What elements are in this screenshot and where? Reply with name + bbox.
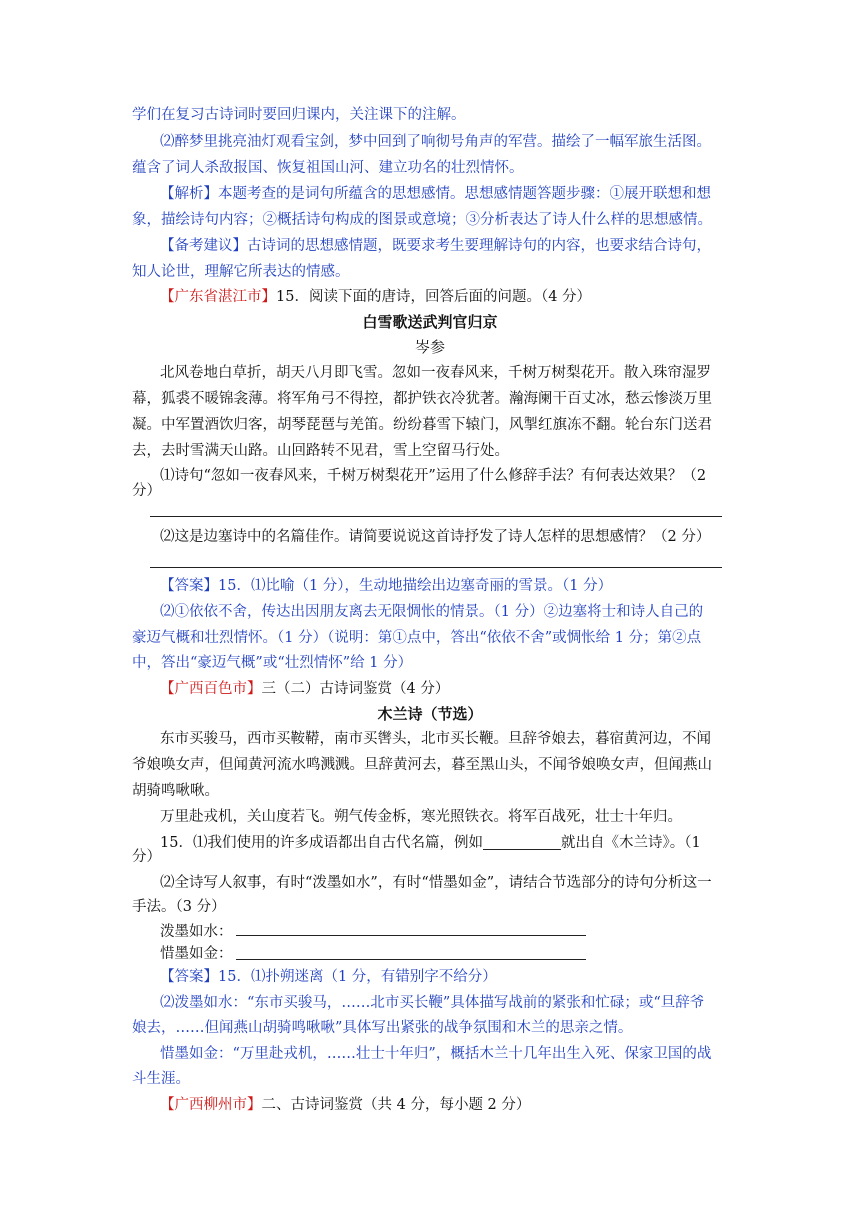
fill-blank[interactable]: [483, 835, 561, 850]
text-line: ⑵醉梦里挑亮油灯观看宝剑，梦中回到了响彻号角声的军营。描绘了一幅军旅生活图。: [160, 134, 711, 150]
text-line: 象，描绘诗句内容；②概括诗句构成的图景或意境；③分析表达了诗人什么样的思想感情。: [132, 212, 712, 228]
question-line: 分）: [132, 849, 161, 865]
question-line: ⑵这是边塞诗中的名篇佳作。请简要说说这首诗抒发了诗人怎样的思想感情？（2 分）: [160, 529, 711, 545]
answer-text: 15．⑴扑朔迷离（1 分，有错别字不给分）: [218, 969, 497, 985]
region-tag: 【广西柳州市】: [160, 1097, 262, 1113]
answer-line-text: 豪迈气概和壮烈情怀。（1 分）（说明：第①点中，答出“依依不舍”或惆怅给 1 分；第②点: [132, 630, 702, 646]
answer-line-text: [160, 575, 612, 597]
poem-line: 爷娘唤女声，但闻黄河流水鸣溅溅。旦辞黄河去，暮至黑山头，不闻爷娘唤女声，但闻燕山: [132, 757, 712, 773]
fill-label: 泼墨如水：: [160, 924, 233, 940]
answer-line-text: 惜墨如金：“万里赴戎机，……壮士十年归”，概括木兰十几年出生入死、保家卫国的战: [160, 1046, 712, 1062]
section-text: 二、古诗词鉴赏（共 4 分，每小题 2 分）: [261, 1097, 531, 1113]
advice-tag: 【备考建议】: [160, 238, 247, 254]
question-line: 手法。（3 分）: [132, 899, 226, 915]
poem-title: 白雪歌送武判官归京: [362, 313, 498, 331]
poem-line: 万里赴戎机，关山度若飞。朔气传金柝，寒光照铁衣。将军百战死，壮士十年归。: [160, 809, 682, 825]
analysis-tag: 【解析】: [160, 186, 218, 202]
answer-line[interactable]: [236, 959, 586, 960]
question-line: [160, 832, 701, 854]
question-line: ⑵全诗写人叙事，有时“泼墨如水”，有时“惜墨如金”，请结合节选部分的诗句分析这一: [160, 875, 712, 891]
section-header: [160, 678, 449, 700]
answer-line[interactable]: [236, 935, 586, 936]
question-header: [160, 286, 591, 308]
question-line: 分）: [132, 483, 161, 499]
region-tag: 【广东省湛江市】: [160, 289, 276, 305]
question-text: 15．阅读下面的唐诗，回答后面的问题。（4 分）: [276, 289, 592, 305]
text-line: 学们在复习古诗词时要回归课内，关注课下的注解。: [132, 107, 466, 123]
answer-tag: 【答案】: [160, 969, 218, 985]
poem-line: 去，去时雪满天山路。山回路转不见君，雪上空留马行处。: [132, 443, 509, 459]
poem-line: 胡骑鸣啾啾。: [132, 783, 219, 799]
answer-line: [150, 516, 722, 517]
poem-author: 岑参: [414, 338, 445, 356]
question-line: ⑴诗句“忽如一夜春风来，千树万树梨花开”运用了什么修辞手法？有何表达效果？（2: [160, 468, 707, 484]
answer-line-text: 斗生涯。: [132, 1071, 190, 1087]
region-tag: 【广西百色市】: [160, 681, 262, 697]
answer-line: [150, 567, 722, 568]
answer-text: 15．⑴比喻（1 分），生动地描绘出边塞奇丽的雪景。（1 分）: [218, 578, 613, 594]
poem-line: 东市买骏马，西市买鞍鞯，南市买辔头，北市买长鞭。旦辞爷娘去，暮宿黄河边，不闻: [160, 731, 711, 747]
poem-line: 凝。中军置酒饮归客，胡琴琵琶与羌笛。纷纷暮雪下辕门，风掣红旗冻不翻。轮台东门送君: [132, 417, 712, 433]
question-text: 就出自《木兰诗》。（1: [560, 835, 701, 851]
text-line: 知人论世，理解它所表达的情感。: [132, 264, 350, 280]
question-text: 15．⑴我们使用的许多成语都出自古代名篇，例如: [160, 835, 483, 851]
poem-line: 北风卷地白草折，胡天八月即飞雪。忽如一夜春风来，千树万树梨花开。散入珠帘湿罗: [160, 365, 711, 381]
advice-line: [160, 235, 711, 257]
answer-tag: 【答案】: [160, 578, 218, 594]
answer-line-text: 中，答出“豪迈气概”或“壮烈情怀”给 1 分）: [132, 655, 413, 671]
analysis-text: 本题考查的是词句所蕴含的思想感情。思想感情题答题步骤：①展开联想和想: [218, 186, 711, 202]
poem-line: 幕，狐裘不暖锦衾薄。将军角弓不得控，都护铁衣冷犹著。瀚海阑干百丈冰，愁云惨淡万里: [132, 391, 712, 407]
poem-title: 木兰诗（节选）: [377, 705, 483, 723]
section-header: [160, 1094, 530, 1116]
text-line: 蕴含了词人杀敌报国、恢复祖国山河、建立功名的壮烈情怀。: [132, 160, 524, 176]
analysis-line: [160, 183, 711, 205]
answer-line-text: [160, 966, 497, 988]
section-text: 三（二）古诗词鉴赏（4 分）: [261, 681, 450, 697]
fill-label: 惜墨如金：: [160, 946, 233, 962]
answer-line-text: ⑵泼墨如水：“东市买骏马，……北市买长鞭”具体描写战前的紧张和忙碌；或“旦辞爷: [160, 995, 705, 1011]
advice-text: 古诗词的思想感情题，既要求考生要理解诗句的内容，也要求结合诗句，: [247, 238, 711, 254]
answer-line-text: 娘去，……但闻燕山胡骑鸣啾啾”具体写出紧张的战争氛围和木兰的思亲之情。: [132, 1020, 633, 1036]
answer-line-text: ⑵①依依不舍，传达出因朋友离去无限惆怅的情景。（1 分）②边塞将士和诗人自己的: [160, 604, 704, 620]
